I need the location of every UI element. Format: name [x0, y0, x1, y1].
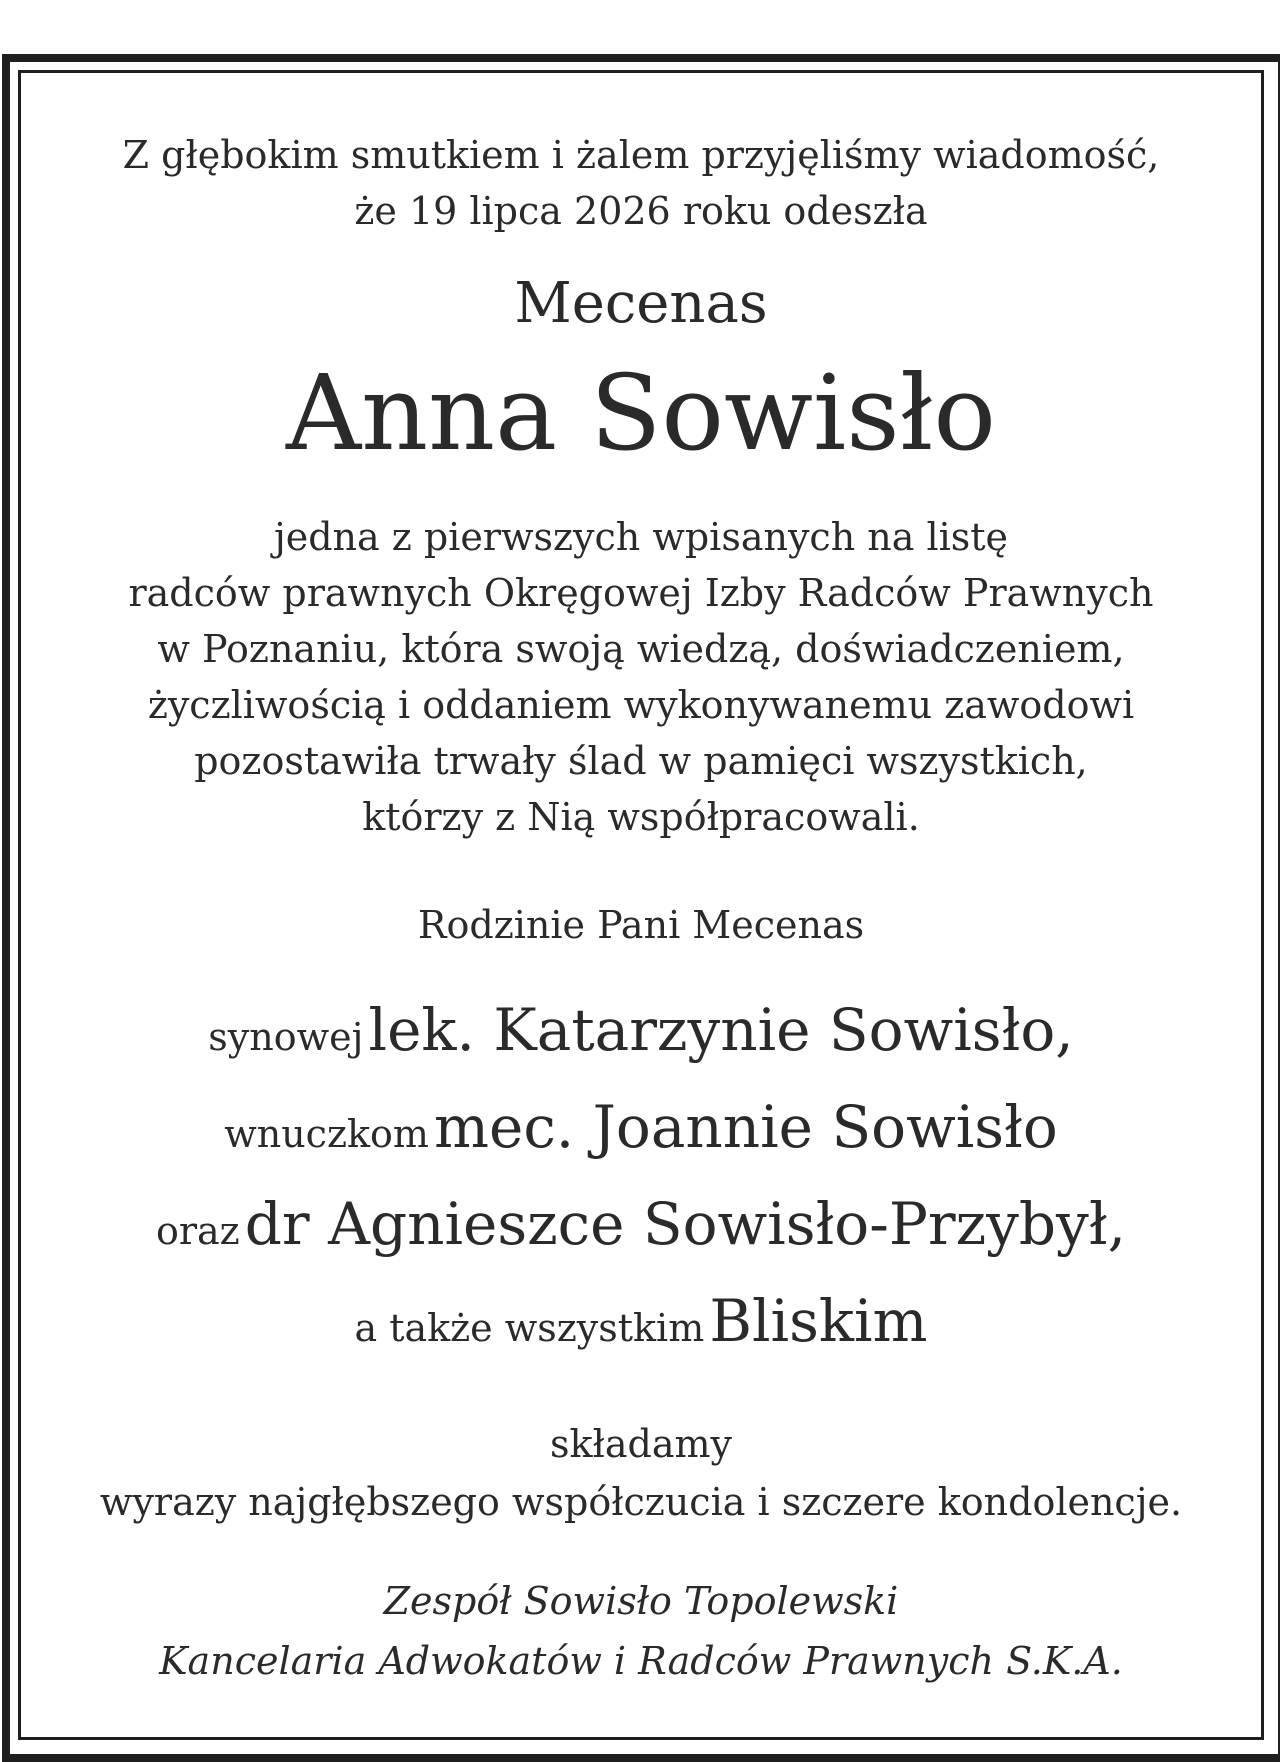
deceased-name: Anna Sowisło: [286, 352, 996, 474]
bio-line: radców prawnych Okręgowej Izby Radców Prawnych: [128, 571, 1154, 615]
family-relation: synowej: [208, 1015, 364, 1059]
signature-line: Zespół Sowisło Topolewski: [383, 1579, 899, 1623]
family-name: lek. Katarzynie Sowisło,: [368, 996, 1074, 1064]
family-name: mec. Joannie Sowisło: [434, 1093, 1058, 1161]
condolence-text: [21, 1415, 1261, 1531]
bio-line: w Poznaniu, która swoją wiedzą, doświadczeniem,: [157, 627, 1125, 671]
closing-line: wyrazy najgłębszego współczucia i szczere kondolencje.: [99, 1480, 1183, 1524]
family-relation: oraz: [155, 1209, 240, 1253]
bio-line: pozostawiła trwały ślad w pamięci wszystkich,: [194, 739, 1088, 783]
bio-line: którzy z Nią współpracowali.: [362, 795, 920, 839]
family-relation: wnuczkom: [224, 1112, 429, 1156]
family-relation: a także wszystkim: [354, 1306, 705, 1350]
intro-text: [21, 127, 1261, 239]
family-member: [21, 1183, 1261, 1280]
family-lead: Rodzinie Pani Mecenas: [417, 903, 865, 947]
family-name: Bliskim: [709, 1287, 928, 1355]
family-list: [21, 989, 1261, 1377]
signature-line: Kancelaria Adwokatów i Radców Prawnych S.K.A.: [159, 1639, 1123, 1683]
family-member: [21, 1086, 1261, 1183]
bio-line: jedna z pierwszych wpisanych na listę: [273, 515, 1009, 559]
honorific-title: Mecenas: [514, 271, 768, 336]
family-name: dr Agnieszce Sowisło-Przybył,: [244, 1190, 1127, 1258]
family-member: [21, 1280, 1261, 1377]
biography-text: [21, 509, 1261, 845]
closing-line: składamy: [550, 1422, 732, 1466]
family-member: [21, 989, 1261, 1086]
bio-line: życzliwością i oddaniem wykonywanemu zawodowi: [147, 683, 1135, 727]
obituary-notice: [21, 73, 1261, 1691]
intro-line: że 19 lipca 2026 roku odeszła: [354, 189, 928, 233]
intro-line: Z głębokim smutkiem i żalem przyjęliśmy wiadomość,: [122, 133, 1160, 177]
signature: [21, 1571, 1261, 1691]
